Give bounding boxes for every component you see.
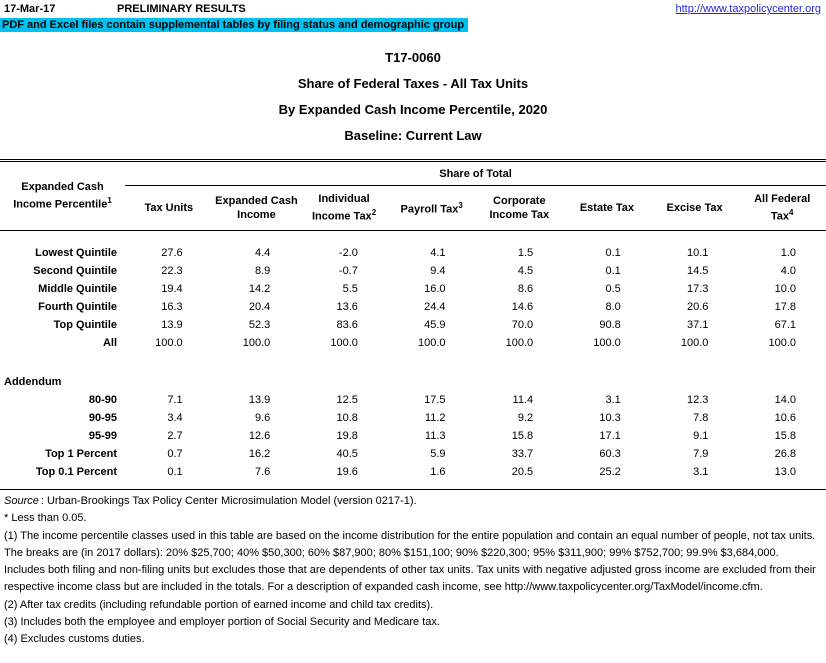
preliminary-results-label: PRELIMINARY RESULTS [117,3,246,15]
value-cell: 40.5 [336,448,358,460]
value-cell: 25.2 [599,466,621,478]
value-cell: 10.8 [336,412,358,424]
value-cell: 20.6 [686,301,709,313]
value-cell: 4.1 [430,247,446,259]
table-row [0,445,826,463]
value-cell: 27.6 [161,247,183,259]
value-cell: 1.6 [430,466,446,478]
value-cell: 8.9 [254,265,271,277]
row-label: Second Quintile [33,265,117,277]
value-cell: 10.1 [686,247,709,259]
value-cell: 3.4 [167,412,183,424]
footnote: (4) Excludes customs duties. [4,633,145,646]
value-cell: 14.6 [511,301,534,313]
value-cell: 19.8 [336,430,358,442]
value-cell: 100.0 [155,337,183,349]
addendum-label: Addendum [4,376,62,388]
table-row [0,262,826,280]
value-cell: 12.5 [336,394,358,406]
footnote: * Less than 0.05. [4,512,87,525]
row-label: 95-99 [88,430,117,442]
value-cell: 83.6 [336,319,358,331]
value-cell: 0.5 [605,283,621,295]
value-cell: 4.4 [254,247,271,259]
value-cell: 20.5 [511,466,534,478]
value-cell: 17.5 [424,394,446,406]
table-row [0,463,826,481]
addendum-label-row [0,373,826,391]
value-cell: 90.8 [599,319,621,331]
value-cell: 4.5 [517,265,534,277]
supplemental-tables-banner: PDF and Excel files contain supplemental tables by filing status and demographic group [0,18,468,32]
value-cell: 14.2 [248,283,271,295]
value-cell: -2.0 [338,247,358,259]
value-cell: 17.1 [599,430,621,442]
banner-row [0,18,826,35]
column-header: Payroll Tax$^3$ [388,186,476,231]
value-cell: 60.3 [599,448,621,460]
value-cell: 19.4 [161,283,183,295]
value-cell: 17.3 [686,283,709,295]
value-cell: 11.4 [512,394,534,406]
value-cell: 7.8 [693,412,709,424]
row-label: All [102,337,117,349]
value-cell: 7.9 [693,448,709,460]
row-header-expanded-cash-income-percentile: Expanded Cash Income Percentile$^1$ [0,162,125,231]
column-header: Individual Income Tax$^2$ [300,186,388,231]
value-cell: 14.0 [774,394,796,406]
column-header: All Federal Tax$^4$ [738,186,826,231]
row-label: 90-95 [88,412,117,424]
value-cell: 3.1 [605,394,621,406]
value-cell: 37.1 [686,319,709,331]
value-cell: 4.0 [780,265,796,277]
row-label: Top Quintile [53,319,117,331]
value-cell: -0.7 [338,265,358,277]
value-cell: 10.6 [774,412,796,424]
value-cell: 15.8 [511,430,534,442]
value-cell: 26.8 [774,448,796,460]
share-of-total-header: Share of Total [125,162,826,186]
column-header: Estate Tax [563,186,651,231]
value-cell: 13.9 [161,319,183,331]
value-cell: 13.6 [336,301,358,313]
table-row [0,334,826,352]
value-cell: 70.0 [511,319,534,331]
value-cell: 67.1 [774,319,796,331]
title-block [0,50,826,144]
share-of-federal-taxes-table [0,162,826,489]
value-cell: 1.5 [517,247,534,259]
table-row [0,316,826,334]
table-row [0,280,826,298]
table-id: T17-0060 [385,50,441,65]
column-header: Corporate Income Tax [476,186,564,231]
value-cell: 1.0 [780,247,796,259]
value-cell: 12.6 [248,430,271,442]
row-label: 80-90 [88,394,117,406]
value-cell: 17.8 [774,301,796,313]
row-label: Top 1 Percent [45,448,117,460]
value-cell: 19.6 [336,466,358,478]
header-gap [0,231,826,245]
value-cell: 8.0 [605,301,621,313]
row-label: Top 0.1 Percent [35,466,117,478]
top-bar [0,0,826,18]
taxpolicycenter-link[interactable]: http://www.taxpolicycenter.org [675,3,821,15]
table-row [0,409,826,427]
value-cell: 10.0 [774,283,796,295]
value-cell: 14.5 [686,265,709,277]
value-cell: 7.6 [254,466,271,478]
value-cell: 5.9 [430,448,446,460]
data-table-wrapper [0,159,826,490]
value-cell: 13.0 [774,466,796,478]
value-cell: 52.3 [248,319,271,331]
page-subtitle: By Expanded Cash Income Percentile, 2020 [278,102,548,117]
footnote: (1) The income percentile classes used in this table are based on the income distribution for the entire population and contain an equal number of people, not tax units. The breaks are (in 2017 dollars): 20% $25,700; 40% $50,300; 60% $87,900; 80% $151,100; 90% $220,300; 95% $311,900; 99% $752,700; 99.9% $3,684,000. Includes both filing and non-filing units but excludes those that are dependents of other tax units. Tax units with negative adjusted gross income are excluded from their respective income class but are included in the totals. For a description of expanded cash income, see http://www.taxpolicycenter.org/TaxModel/income.cfm. [4,529,816,594]
value-cell: 100.0 [593,337,621,349]
value-cell: 33.7 [511,448,534,460]
value-cell: 16.0 [424,283,446,295]
value-cell: 24.4 [424,301,446,313]
footnote: (2) After tax credits (including refundable portion of earned income and child tax credits). [4,598,434,611]
column-header: Tax Units [125,186,213,231]
footnote: (3) Includes both the employee and employer portion of Social Security and Medicare tax. [4,616,440,629]
span-header-row [0,162,826,186]
value-cell: 10.3 [599,412,621,424]
page-title: Share of Federal Taxes - All Tax Units [297,76,529,91]
value-cell: 7.1 [167,394,183,406]
table-row [0,244,826,262]
value-cell: 100.0 [417,337,446,349]
value-cell: 22.3 [161,265,183,277]
section-gap [0,352,826,373]
footnotes-block [0,490,826,649]
value-cell: 9.6 [254,412,271,424]
value-cell: 3.1 [693,466,709,478]
value-cell: 5.5 [342,283,358,295]
value-cell: 2.7 [167,430,183,442]
table-end-gap [0,481,826,489]
value-cell: 0.7 [167,448,183,460]
report-date: 17-Mar-17 [4,3,56,15]
value-cell: 9.1 [693,430,709,442]
row-label: Middle Quintile [38,283,117,295]
value-cell: 100.0 [242,337,271,349]
column-header: Expanded Cash Income [213,186,301,231]
value-cell: 8.6 [517,283,534,295]
footnote: Source : Urban-Brookings Tax Policy Center Microsimulation Model (version 0217-1). [4,495,417,507]
value-cell: 100.0 [680,337,709,349]
value-cell: 16.3 [161,301,183,313]
value-cell: 11.2 [424,412,446,424]
source-label: Source [4,495,39,507]
column-header: Excise Tax [651,186,739,231]
value-cell: 9.2 [517,412,534,424]
value-cell: 0.1 [167,466,183,478]
value-cell: 16.2 [248,448,271,460]
value-cell: 11.3 [424,430,446,442]
table-row [0,298,826,316]
value-cell: 100.0 [505,337,534,349]
table-row [0,391,826,409]
value-cell: 20.4 [248,301,271,313]
baseline-label: Baseline: Current Law [344,128,482,143]
value-cell: 45.9 [424,319,446,331]
value-cell: 0.1 [605,247,621,259]
value-cell: 100.0 [768,337,796,349]
row-label: Lowest Quintile [35,247,117,259]
value-cell: 0.1 [605,265,621,277]
value-cell: 13.9 [248,394,271,406]
value-cell: 9.4 [430,265,446,277]
value-cell: 100.0 [330,337,358,349]
table-row [0,427,826,445]
value-cell: 12.3 [686,394,709,406]
value-cell: 15.8 [774,430,796,442]
row-label: Fourth Quintile [38,301,117,313]
